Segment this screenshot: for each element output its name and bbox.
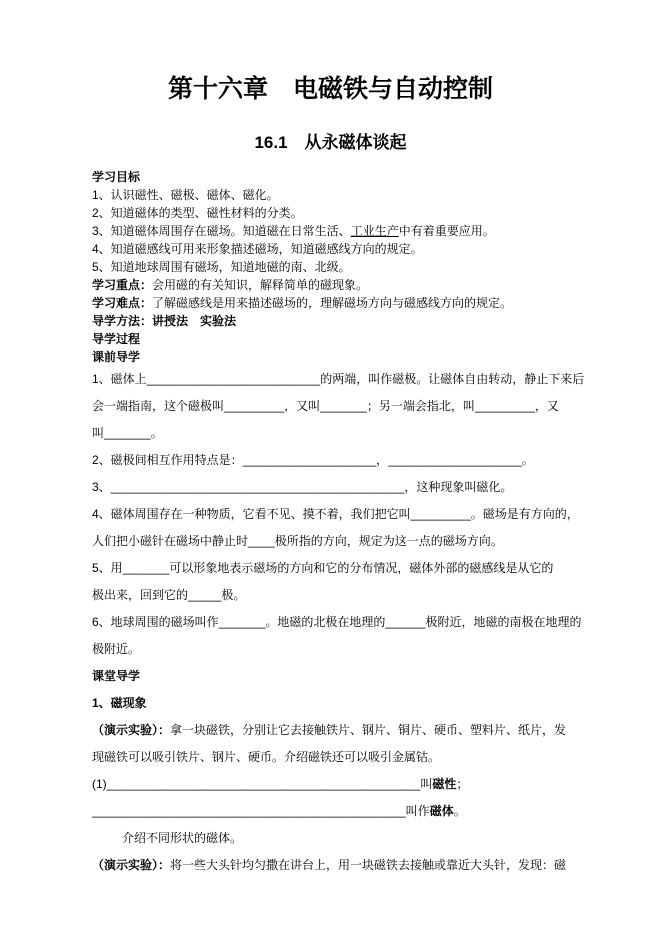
text-segment: 介绍不同形状的磁体。	[122, 831, 243, 845]
text-segment: 中有着重要应用。	[398, 224, 495, 238]
fill-in-blank: _______________________________________________	[106, 777, 421, 791]
question-4-line-1	[92, 501, 601, 528]
goal-item-2	[92, 204, 601, 222]
bold-text: 学习目标	[92, 170, 141, 184]
text-segment: 极出来，回到它的	[92, 588, 189, 602]
question-1-line-2	[92, 393, 601, 420]
chapter-title: 第十六章 电磁铁与自动控制	[167, 75, 493, 103]
text-segment: 。	[453, 804, 466, 818]
text-segment: 极附近。	[92, 642, 141, 656]
question-3-line	[92, 474, 601, 501]
bold-text: 导学方法：讲授法 实验法	[92, 314, 237, 328]
bold-text: 磁性	[432, 777, 457, 791]
heading-magnetic-phenomena	[92, 690, 601, 717]
question-1-line-3	[92, 420, 601, 447]
note-magnet-shapes	[92, 825, 601, 852]
text-segment: 现磁铁可以吸引铁片、钢片、硬币。介绍磁铁还可以吸引金属钴。	[92, 750, 441, 764]
fill-def-magnet	[92, 798, 601, 825]
text-segment: 6、地球周围的磁场叫作	[92, 615, 219, 629]
text-segment: ，又	[534, 399, 559, 413]
section-overview	[92, 168, 601, 366]
text-segment: 极所指的方向，规定为这一点的磁场方向。	[274, 534, 503, 548]
goal-item-5	[92, 258, 601, 276]
text-segment: 1、认识磁性、磁极、磁体、磁化。	[92, 188, 279, 202]
demo-experiment-2-line-1	[92, 852, 601, 879]
text-segment: 。	[150, 426, 163, 440]
teaching-method-line	[92, 312, 601, 330]
question-5-line-2	[92, 582, 601, 609]
underlined-text: 工业生产	[350, 224, 399, 238]
text-segment: ，又叫	[284, 399, 321, 413]
text-segment: 叫	[420, 777, 433, 791]
text-segment: 2、磁极间相互作用特点是：	[92, 453, 243, 467]
question-2-line	[92, 447, 601, 474]
fill-in-blank: _______	[320, 399, 367, 413]
demo-experiment-1-line-2	[92, 744, 601, 771]
fill-in-blank: _______	[104, 426, 151, 440]
bold-text: 1、磁现象	[92, 696, 147, 710]
text-segment: 叫	[92, 426, 105, 440]
bold-text: 课堂导学	[92, 669, 141, 683]
text-segment: ，这种现象叫磁化。	[404, 480, 513, 494]
key-point-line	[92, 276, 601, 294]
goal-item-3	[92, 222, 601, 240]
fill-in-blank: _________	[474, 399, 535, 413]
fill-in-blank: ____	[248, 534, 275, 548]
question-5-line-1	[92, 555, 601, 582]
text-segment: 1、磁体上	[92, 372, 147, 386]
bold-text: 学习难点：	[92, 296, 153, 310]
text-segment: ；另一端会指北，叫	[366, 399, 475, 413]
demo-experiment-1-line-1	[92, 717, 601, 744]
bold-text: 课前导学	[92, 350, 141, 364]
bold-text: （演示实验）：	[92, 858, 171, 872]
text-segment: 。	[521, 453, 534, 467]
question-6-line-2	[92, 636, 601, 663]
text-segment: 的两端，叫作磁极。让磁体自由转动，静止下来后	[320, 372, 585, 386]
text-segment: 将一些大头针均匀撒在讲台上，用一块磁铁去接触或靠近大头针，发现：磁	[170, 858, 567, 872]
text-segment: 2、知道磁体的类型、磁性材料的分类。	[92, 206, 303, 220]
text-segment: ；	[456, 777, 469, 791]
document-body	[92, 168, 601, 879]
fill-in-blank: __________________________	[146, 372, 321, 386]
text-segment: 会一端指南，这个磁极叫	[92, 399, 225, 413]
text-segment: 3、	[92, 480, 111, 494]
question-6-line-1	[92, 609, 601, 636]
section-title: 16.1 从永磁体谈起	[254, 133, 407, 152]
fill-def-magnetism	[92, 771, 601, 798]
text-segment: 人们把小磁针在磁场中静止时	[92, 534, 249, 548]
difficulty-line	[92, 294, 601, 312]
question-1-line-1	[92, 366, 601, 393]
goal-item-1	[92, 186, 601, 204]
fill-in-blank: _________	[410, 507, 471, 521]
fill-in-blank: _______	[218, 615, 266, 629]
text-segment: 可以形象地表示磁场的方向和它的分布情况，磁体外部的磁感线是从它的	[169, 561, 554, 575]
fill-in-blank: _____	[188, 588, 222, 602]
text-segment: 5、知道地球周围有磁场，知道地磁的南、北级。	[92, 260, 351, 274]
fill-in-blank: _________	[224, 399, 285, 413]
text-segment: 会用磁的有关知识，解释简单的磁现象。	[152, 278, 369, 292]
heading-in-class	[92, 663, 601, 690]
text-segment: 极。	[221, 588, 246, 602]
text-segment: 4、知道磁感线可用来形象描述磁场，知道磁感线方向的规定。	[92, 242, 423, 256]
bold-text: 学习重点：	[92, 278, 153, 292]
bold-text: （演示实验）：	[92, 723, 171, 737]
fill-in-blank: _______	[122, 561, 170, 575]
fill-in-blank: _______________________________________________	[92, 804, 406, 818]
bold-text: 导学过程	[92, 332, 141, 346]
text-segment: 3、知道磁体周围存在磁场。知道磁在日常生活、	[92, 224, 351, 238]
section-worksheet	[92, 366, 601, 879]
text-segment: 。磁场是有方向的，	[470, 507, 579, 521]
text-segment: 5、用	[92, 561, 123, 575]
fill-in-blank: ______	[385, 615, 426, 629]
text-segment: 拿一块磁铁，分别让它去接触铁片、钢片、铜片、硬币、塑料片、纸片，发	[170, 723, 567, 737]
text-segment: 了解磁感线是用来描述磁场的，理解磁场方向与磁感线方向的规定。	[152, 296, 513, 310]
text-segment: (1)	[92, 777, 107, 791]
fill-in-blank: ____________________________________________	[110, 480, 405, 494]
heading-teaching-process	[92, 330, 601, 348]
question-4-line-2	[92, 528, 601, 555]
text-segment: 叫作	[405, 804, 430, 818]
text-segment: ，	[376, 453, 389, 467]
text-segment: 。地磁的北极在地理的	[265, 615, 386, 629]
text-segment: 4、磁体周围存在一种物质，它看不见、摸不着，我们把它叫	[92, 507, 411, 521]
text-segment: 极附近，地磁的南极在地理的	[425, 615, 582, 629]
heading-pre-class	[92, 348, 601, 366]
heading-learning-goals	[92, 168, 601, 186]
fill-in-blank: ____________________	[388, 453, 522, 467]
goal-item-4	[92, 240, 601, 258]
bold-text: 磁体	[429, 804, 454, 818]
fill-in-blank: ____________________	[242, 453, 377, 467]
